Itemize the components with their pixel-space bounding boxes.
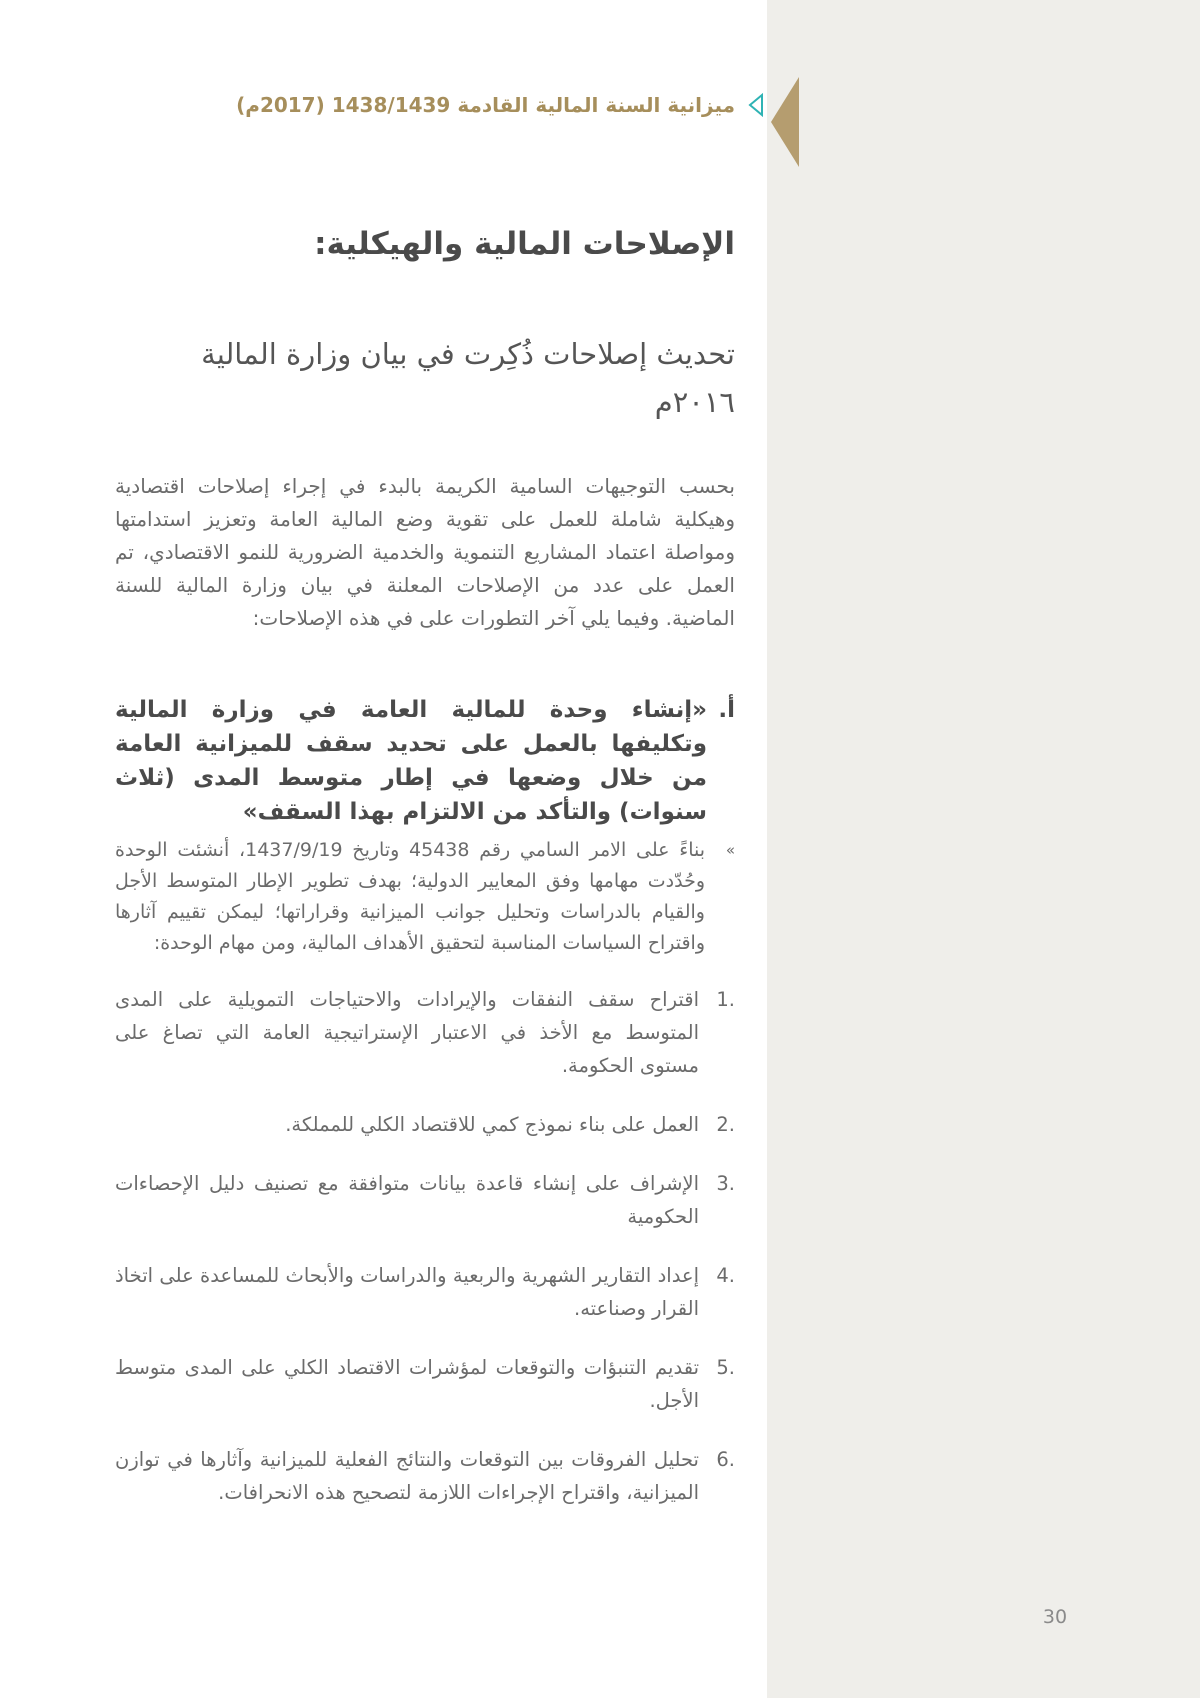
list-item-number: 2. <box>716 1113 735 1136</box>
reform-item <box>115 693 735 1509</box>
header-marker <box>771 77 799 167</box>
running-header: ميزانية السنة المالية القادمة 1438/1439 (2017م) <box>236 93 735 117</box>
list-item-number: 1. <box>716 988 735 1011</box>
intro-paragraph: بحسب التوجيهات السامية الكريمة بالبدء في إجراء إصلاحات اقتصادية وهيكلية شاملة للعمل على تقوية وضع المالية العامة وتعزيز استدامتها ومواصلة اعتماد المشاريع التنموية والخدمية الضرورية للنمو الاقتصادي، تم العمل على عدد من الإصلاحات المعلنة في بيان وزارة المالية للسنة الماضية. وفيما يلي آخر التطورات على في هذه الإصلاحات: <box>115 474 735 630</box>
task-list <box>115 983 735 1509</box>
list-item-number: 5. <box>716 1356 735 1379</box>
decree-text: بناءً على الامر السامي رقم 45438 وتاريخ 1437/9/19، أنشئت الوحدة وحُدّدت مهامها وفق المعايير الدولية؛ بهدف تطوير الإطار المتوسط الأجل والقيام بالدراسات وتحليل جوانب الميزانية وقراراتها؛ ليمكن تقييم آثارها واقتراح السياسات المناسبة لتحقيق الأهداف المالية، ومن مهام الوحدة: <box>115 839 705 954</box>
list-item-text: العمل على بناء نموذج كمي للاقتصاد الكلي للمملكة. <box>285 1113 699 1136</box>
list-item <box>115 983 735 1082</box>
list-item-text: إعداد التقارير الشهرية والربعية والدراسات والأبحاث للمساعدة على اتخاذ القرار وصناعته. <box>115 1264 699 1320</box>
list-item-number: 3. <box>716 1172 735 1195</box>
bullet-icon: » <box>725 841 735 859</box>
list-item <box>115 1443 735 1509</box>
main-content <box>115 220 735 1535</box>
section-subheading: تحديث إصلاحات ذُكِرت في بيان وزارة المالية ٢٠١٦م <box>201 337 735 419</box>
list-item-number: 6. <box>716 1448 735 1471</box>
reform-title <box>115 693 735 829</box>
list-item-number: 4. <box>716 1264 735 1287</box>
side-panel <box>767 0 1200 1698</box>
reform-letter: أ. <box>718 697 735 723</box>
reform-title-text: «إنشاء وحدة للمالية العامة في وزارة المالية وتكليفها بالعمل على تحديد سقف للميزانية العامة من خلال وضعها في إطار متوسط المدى (ثلاث سنوات) والتأكد من الالتزام بهذا السقف» <box>115 697 707 825</box>
triangle-marker-icon <box>748 93 764 117</box>
list-item-text: تقديم التنبؤات والتوقعات لمؤشرات الاقتصاد الكلي على المدى متوسط الأجل. <box>115 1356 699 1412</box>
page-number: 30 <box>1042 1606 1068 1628</box>
decree-paragraph <box>115 835 735 959</box>
list-item-text: تحليل الفروقات بين التوقعات والنتائج الفعلية للميزانية وآثارها في توازن الميزانية، واقتراح الإجراءات اللازمة لتصحيح هذه الانحرافات. <box>115 1448 699 1504</box>
list-item <box>115 1108 735 1141</box>
list-item <box>115 1351 735 1417</box>
list-item <box>115 1167 735 1233</box>
list-item <box>115 1259 735 1325</box>
list-item-text: اقتراح سقف النفقات والإيرادات والاحتياجات التمويلية على المدى المتوسط مع الأخذ في الاعتبار الإستراتيجية العامة التي تصاغ على مستوى الحكومة. <box>115 988 699 1077</box>
section-heading: الإصلاحات المالية والهيكلية: <box>314 226 735 262</box>
list-item-text: الإشراف على إنشاء قاعدة بيانات متوافقة مع تصنيف دليل الإحصاءات الحكومية <box>115 1172 699 1228</box>
